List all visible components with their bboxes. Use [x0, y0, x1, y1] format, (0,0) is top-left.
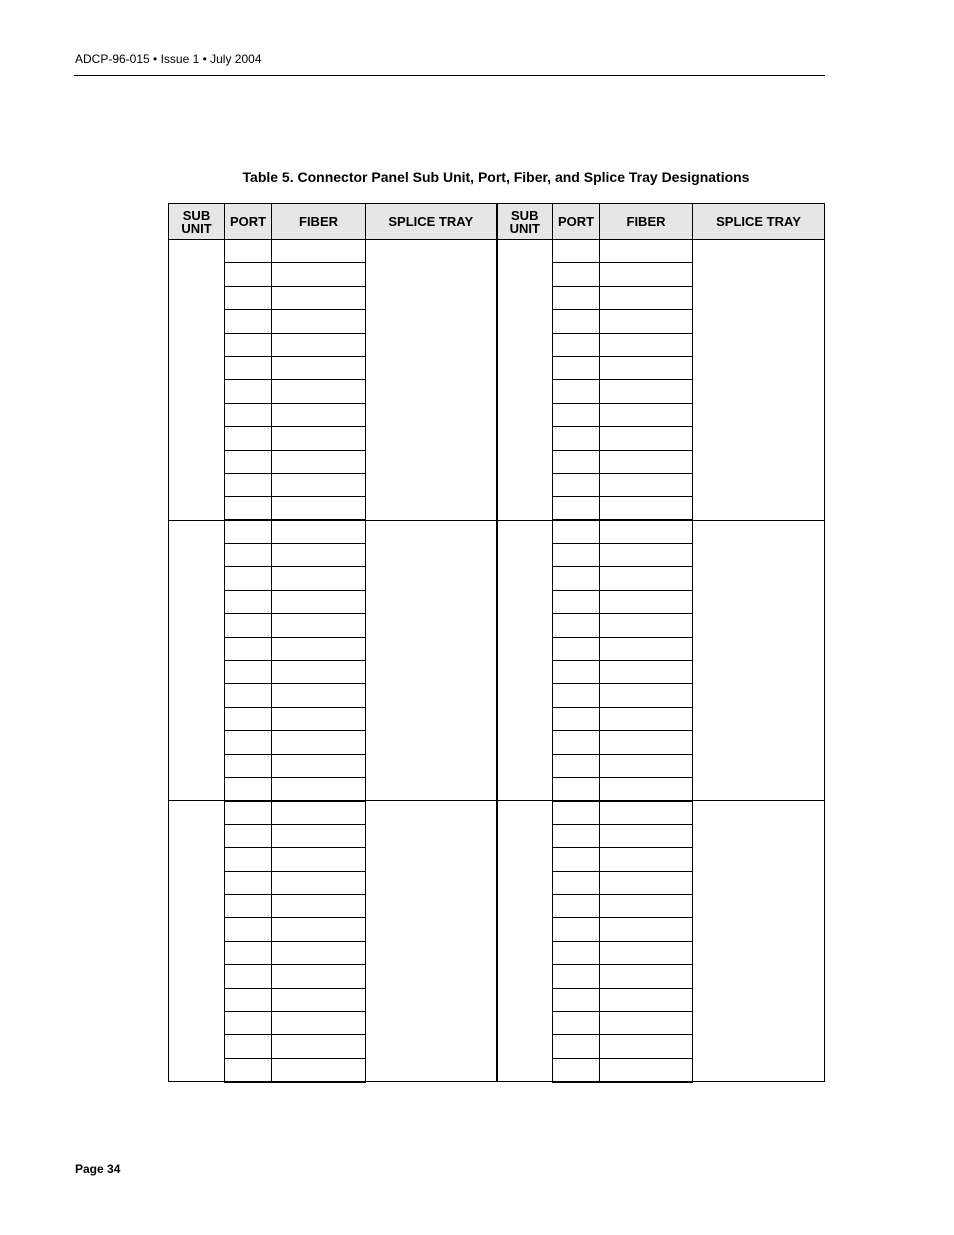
port-cell-left — [225, 871, 272, 894]
table-row — [169, 801, 825, 824]
col-header-splice-tray-right: SPLICE TRAY — [693, 204, 825, 240]
col-header-port-right: PORT — [553, 204, 600, 240]
port-cell-right — [553, 1011, 600, 1034]
fiber-cell-right — [600, 988, 693, 1011]
fiber-cell-left — [272, 894, 366, 917]
port-cell-right — [553, 497, 600, 520]
port-cell-right — [553, 590, 600, 613]
fiber-cell-right — [600, 707, 693, 730]
port-cell-left — [225, 988, 272, 1011]
port-cell-right — [553, 1058, 600, 1081]
port-cell-right — [553, 988, 600, 1011]
port-cell-left — [225, 965, 272, 988]
col-header-fiber-left: FIBER — [272, 204, 366, 240]
table-body — [169, 240, 825, 1082]
port-cell-right — [553, 333, 600, 356]
port-cell-right — [553, 286, 600, 309]
fiber-cell-right — [600, 450, 693, 473]
port-cell-right — [553, 614, 600, 637]
sub-unit-cell-left — [169, 240, 225, 521]
fiber-cell-left — [272, 941, 366, 964]
port-cell-left — [225, 801, 272, 824]
fiber-cell-left — [272, 403, 366, 426]
port-cell-right — [553, 731, 600, 754]
fiber-cell-right — [600, 403, 693, 426]
fiber-cell-right — [600, 1035, 693, 1058]
fiber-cell-right — [600, 731, 693, 754]
fiber-cell-left — [272, 240, 366, 263]
port-cell-right — [553, 941, 600, 964]
fiber-cell-left — [272, 450, 366, 473]
port-cell-left — [225, 1011, 272, 1034]
port-cell-right — [553, 263, 600, 286]
port-cell-left — [225, 520, 272, 543]
sub-unit-cell-right — [497, 801, 553, 1082]
fiber-cell-left — [272, 590, 366, 613]
port-cell-left — [225, 286, 272, 309]
port-cell-right — [553, 965, 600, 988]
fiber-cell-right — [600, 310, 693, 333]
port-cell-left — [225, 380, 272, 403]
fiber-cell-left — [272, 801, 366, 824]
fiber-cell-right — [600, 590, 693, 613]
port-cell-left — [225, 684, 272, 707]
fiber-cell-left — [272, 286, 366, 309]
port-cell-right — [553, 661, 600, 684]
port-cell-left — [225, 544, 272, 567]
fiber-cell-right — [600, 848, 693, 871]
port-cell-right — [553, 707, 600, 730]
port-cell-left — [225, 918, 272, 941]
port-cell-right — [553, 754, 600, 777]
fiber-cell-right — [600, 754, 693, 777]
fiber-cell-left — [272, 497, 366, 520]
port-cell-right — [553, 240, 600, 263]
fiber-cell-left — [272, 614, 366, 637]
fiber-cell-right — [600, 380, 693, 403]
designations-table — [168, 203, 825, 1083]
fiber-cell-right — [600, 286, 693, 309]
fiber-cell-right — [600, 520, 693, 543]
port-cell-left — [225, 1058, 272, 1081]
page-number: Page 34 — [75, 1162, 121, 1176]
col-header-port-left: PORT — [225, 204, 272, 240]
port-cell-right — [553, 824, 600, 847]
fiber-cell-right — [600, 427, 693, 450]
fiber-cell-right — [600, 941, 693, 964]
port-cell-right — [553, 380, 600, 403]
port-cell-left — [225, 356, 272, 379]
port-cell-right — [553, 450, 600, 473]
col-header-sub-unit-left: SUB UNIT — [169, 204, 225, 240]
port-cell-right — [553, 918, 600, 941]
port-cell-right — [553, 310, 600, 333]
fiber-cell-right — [600, 918, 693, 941]
fiber-cell-left — [272, 754, 366, 777]
port-cell-right — [553, 544, 600, 567]
port-cell-right — [553, 1035, 600, 1058]
port-cell-left — [225, 497, 272, 520]
splice-tray-cell-left — [366, 520, 497, 801]
port-cell-left — [225, 707, 272, 730]
port-cell-right — [553, 777, 600, 800]
fiber-cell-left — [272, 1035, 366, 1058]
splice-tray-cell-right — [693, 520, 825, 801]
fiber-cell-left — [272, 263, 366, 286]
port-cell-left — [225, 661, 272, 684]
splice-tray-cell-left — [366, 801, 497, 1082]
fiber-cell-right — [600, 240, 693, 263]
fiber-cell-left — [272, 544, 366, 567]
fiber-cell-right — [600, 333, 693, 356]
fiber-cell-left — [272, 777, 366, 800]
sub-unit-cell-left — [169, 801, 225, 1082]
port-cell-left — [225, 941, 272, 964]
fiber-cell-left — [272, 871, 366, 894]
port-cell-left — [225, 777, 272, 800]
fiber-cell-right — [600, 894, 693, 917]
port-cell-right — [553, 684, 600, 707]
fiber-cell-left — [272, 310, 366, 333]
fiber-cell-left — [272, 637, 366, 660]
fiber-cell-right — [600, 1011, 693, 1034]
port-cell-left — [225, 427, 272, 450]
fiber-cell-right — [600, 871, 693, 894]
port-cell-right — [553, 894, 600, 917]
fiber-cell-right — [600, 637, 693, 660]
fiber-cell-right — [600, 1058, 693, 1081]
fiber-cell-right — [600, 544, 693, 567]
port-cell-right — [553, 567, 600, 590]
fiber-cell-right — [600, 684, 693, 707]
running-header: ADCP-96-015 • Issue 1 • July 2004 — [75, 52, 262, 66]
port-cell-right — [553, 871, 600, 894]
table-row — [169, 520, 825, 543]
fiber-cell-left — [272, 965, 366, 988]
fiber-cell-left — [272, 707, 366, 730]
header-row — [169, 204, 825, 240]
port-cell-right — [553, 520, 600, 543]
port-cell-left — [225, 754, 272, 777]
port-cell-left — [225, 590, 272, 613]
port-cell-right — [553, 637, 600, 660]
sub-unit-cell-left — [169, 520, 225, 801]
port-cell-left — [225, 473, 272, 496]
port-cell-right — [553, 473, 600, 496]
fiber-cell-left — [272, 520, 366, 543]
table-row — [169, 240, 825, 263]
fiber-cell-right — [600, 965, 693, 988]
port-cell-right — [553, 427, 600, 450]
col-header-sub-unit-right: SUB UNIT — [497, 204, 553, 240]
fiber-cell-right — [600, 801, 693, 824]
splice-tray-cell-right — [693, 240, 825, 521]
port-cell-left — [225, 333, 272, 356]
fiber-cell-right — [600, 263, 693, 286]
port-cell-right — [553, 848, 600, 871]
port-cell-left — [225, 450, 272, 473]
port-cell-left — [225, 1035, 272, 1058]
fiber-cell-left — [272, 473, 366, 496]
fiber-cell-left — [272, 988, 366, 1011]
port-cell-left — [225, 894, 272, 917]
fiber-cell-right — [600, 356, 693, 379]
port-cell-left — [225, 824, 272, 847]
fiber-cell-right — [600, 824, 693, 847]
port-cell-left — [225, 240, 272, 263]
port-cell-left — [225, 614, 272, 637]
fiber-cell-right — [600, 661, 693, 684]
fiber-cell-left — [272, 427, 366, 450]
fiber-cell-left — [272, 380, 366, 403]
port-cell-left — [225, 637, 272, 660]
header-rule — [74, 75, 825, 76]
fiber-cell-left — [272, 1058, 366, 1081]
fiber-cell-right — [600, 497, 693, 520]
port-cell-right — [553, 356, 600, 379]
fiber-cell-left — [272, 848, 366, 871]
fiber-cell-left — [272, 918, 366, 941]
table-caption: Table 5. Connector Panel Sub Unit, Port, Fiber, and Splice Tray Designations — [242, 169, 750, 185]
fiber-cell-left — [272, 356, 366, 379]
port-cell-left — [225, 310, 272, 333]
port-cell-left — [225, 848, 272, 871]
fiber-cell-right — [600, 473, 693, 496]
port-cell-left — [225, 263, 272, 286]
splice-tray-cell-left — [366, 240, 497, 521]
fiber-cell-left — [272, 824, 366, 847]
splice-tray-cell-right — [693, 801, 825, 1082]
fiber-cell-left — [272, 661, 366, 684]
fiber-cell-left — [272, 731, 366, 754]
fiber-cell-left — [272, 567, 366, 590]
fiber-cell-left — [272, 1011, 366, 1034]
port-cell-left — [225, 403, 272, 426]
fiber-cell-right — [600, 614, 693, 637]
col-header-splice-tray-left: SPLICE TRAY — [366, 204, 497, 240]
sub-unit-cell-right — [497, 520, 553, 801]
fiber-cell-right — [600, 567, 693, 590]
port-cell-left — [225, 731, 272, 754]
fiber-cell-left — [272, 684, 366, 707]
port-cell-right — [553, 801, 600, 824]
port-cell-left — [225, 567, 272, 590]
port-cell-right — [553, 403, 600, 426]
fiber-cell-left — [272, 333, 366, 356]
sub-unit-cell-right — [497, 240, 553, 521]
col-header-fiber-right: FIBER — [600, 204, 693, 240]
fiber-cell-right — [600, 777, 693, 800]
